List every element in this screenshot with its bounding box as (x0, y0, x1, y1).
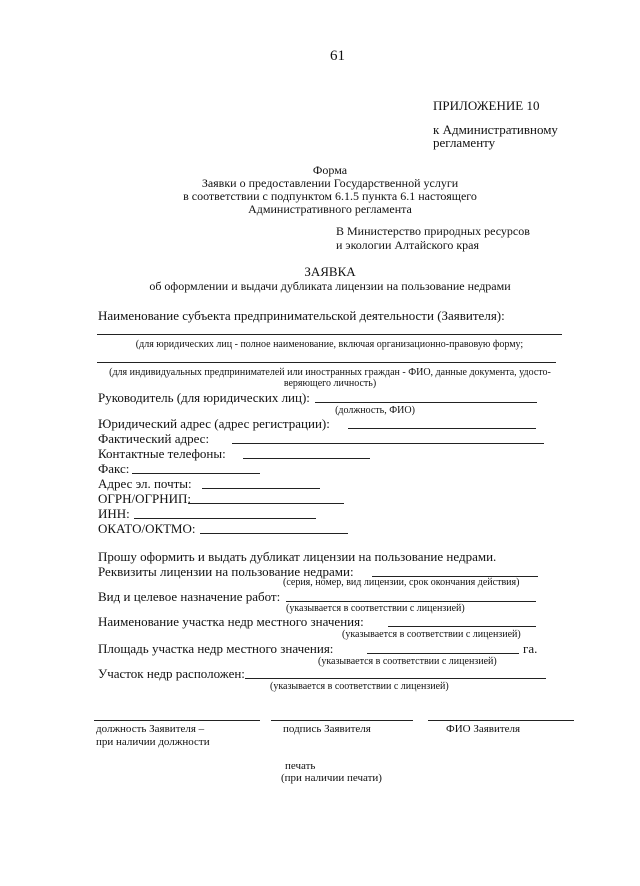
legal-address-label: Юридический адрес (адрес регистрации): (98, 416, 330, 431)
actual-address-label: Фактический адрес: (98, 431, 210, 446)
applicant-hint-legal: (для юридических лиц - полное наименование, включая организационно-правовую форму; (135, 339, 524, 350)
email-line[interactable] (202, 488, 320, 489)
actual-address-line[interactable] (232, 443, 544, 444)
stamp-hint: (при наличии печати) (281, 772, 382, 784)
position-signature-line[interactable] (94, 720, 260, 721)
work-label: Вид и целевое назначение работ: (98, 589, 281, 604)
form-header-line3: в соответствии с подпунктом 6.1.5 пункта 6.1 настоящего (183, 189, 477, 203)
signature-label: подпись Заявителя (283, 723, 371, 735)
request-text: Прошу оформить и выдать дубликат лицензии на пользование недрами. (98, 549, 497, 564)
form-header-line2: Заявки о предоставлении Государственной услуги (201, 176, 459, 190)
applicant-individual-line[interactable] (97, 362, 556, 363)
application-title: ЗАЯВКА (304, 264, 356, 279)
work-hint: (указывается в соответствии с лицензией) (286, 603, 465, 614)
appendix-ref-line2: регламенту (433, 135, 496, 150)
head-hint: (должность, ФИО) (335, 405, 415, 416)
site-name-label: Наименование участка недр местного значения: (98, 614, 364, 629)
application-subtitle: об оформлении и выдачи дубликата лицензии на пользование недрами (149, 279, 511, 293)
stamp-label: печать (285, 760, 316, 772)
position-label-2: при наличии должности (96, 736, 210, 748)
addressee-line1: В Министерство природных ресурсов (336, 224, 530, 238)
ogrn-line[interactable] (188, 503, 344, 504)
legal-address-line[interactable] (348, 428, 536, 429)
fax-line[interactable] (132, 473, 260, 474)
area-unit: га. (523, 641, 538, 656)
page-number: 61 (330, 48, 345, 64)
applicant-hint-individual-1: (для индивидуальных предпринимателей или иностранных граждан - ФИО, данные документа, удосто- (109, 367, 551, 378)
inn-label: ИНН: (98, 506, 130, 521)
work-line[interactable] (286, 601, 536, 602)
appendix-ref-line1: к Административному (433, 122, 558, 137)
location-line[interactable] (245, 678, 546, 679)
applicant-hint-individual-2: веряющего личность) (283, 378, 377, 389)
license-hint: (серия, номер, вид лицензии, срок окончания действия) (283, 577, 520, 588)
okato-line[interactable] (200, 533, 348, 534)
location-hint: (указывается в соответствии с лицензией) (270, 681, 449, 692)
license-label: Реквизиты лицензии на пользование недрами: (98, 564, 354, 579)
inn-line[interactable] (134, 518, 316, 519)
form-label: Форма (312, 163, 348, 177)
form-header-line4: Административного регламента (248, 202, 412, 216)
area-line[interactable] (367, 653, 519, 654)
appendix-title: ПРИЛОЖЕНИЕ 10 (433, 98, 540, 113)
email-label: Адрес эл. почты: (98, 476, 192, 491)
site-name-line[interactable] (388, 626, 536, 627)
addressee-line2: и экологии Алтайского края (336, 238, 480, 252)
fax-label: Факс: (98, 461, 130, 476)
area-label: Площадь участка недр местного значения: (98, 641, 334, 656)
area-hint: (указывается в соответствии с лицензией) (318, 656, 497, 667)
head-field-line[interactable] (315, 402, 537, 403)
full-name-line[interactable] (428, 720, 574, 721)
site-name-hint: (указывается в соответствии с лицензией) (342, 629, 521, 640)
location-label: Участок недр расположен: (98, 666, 245, 681)
ogrn-label: ОГРН/ОГРНИП: (98, 491, 192, 506)
head-label: Руководитель (для юридических лиц): (98, 390, 310, 405)
applicant-name-label: Наименование субъекта предпринимательской деятельности (Заявителя): (98, 308, 505, 323)
full-name-label: ФИО Заявителя (446, 723, 521, 735)
signature-line[interactable] (271, 720, 413, 721)
applicant-name-line[interactable] (97, 334, 562, 335)
phones-line[interactable] (243, 458, 370, 459)
position-label-1: должность Заявителя – (96, 723, 205, 735)
phones-label: Контактные телефоны: (98, 446, 226, 461)
okato-label: ОКАТО/ОКТМО: (98, 521, 196, 536)
